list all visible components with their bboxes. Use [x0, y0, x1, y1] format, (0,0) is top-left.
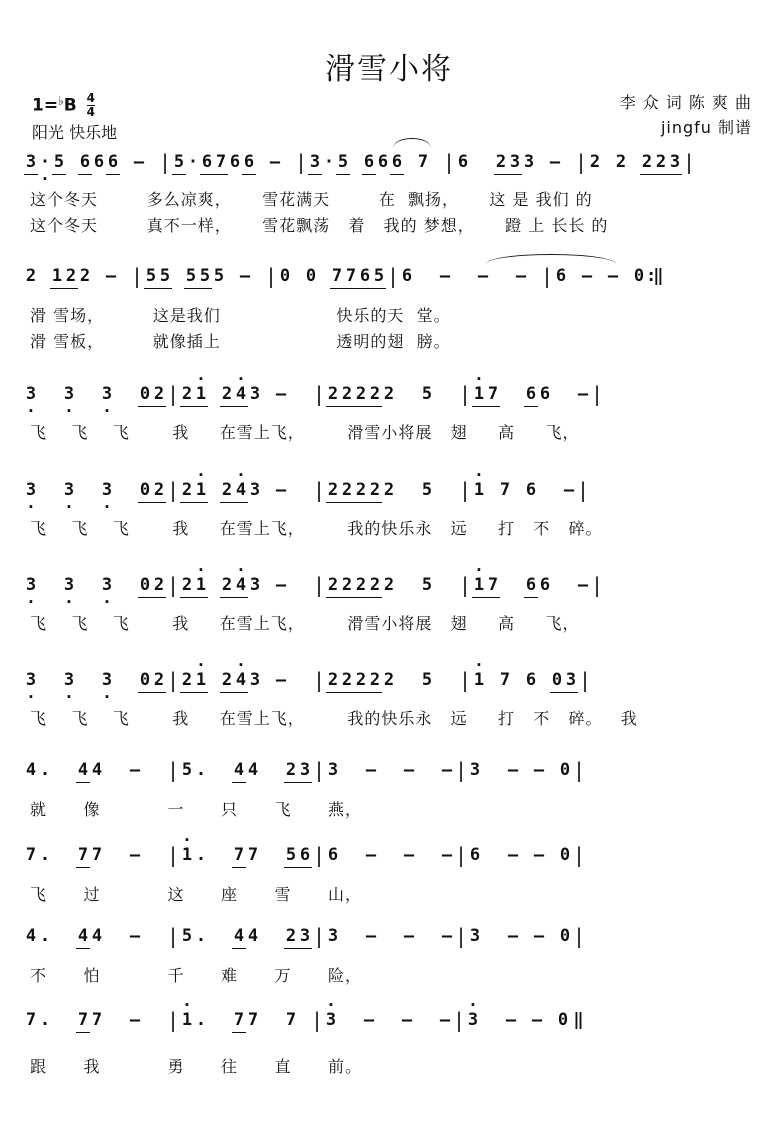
credits-arranger: jingfu 制谱	[660, 118, 752, 137]
lyric-line-1a: 这个冬天 多么凉爽， 雪花满天 在 飘扬， 这 是 我们 的	[30, 190, 593, 209]
key-note: B	[63, 95, 77, 116]
credits	[620, 90, 752, 140]
notation-line-10: 7 . 7 7 – | · 1 . 7 7 7 | · 3 – – – | · 3 – – 0 ‖	[24, 1000, 754, 1040]
credits-composer: 李 众 词 陈 爽 曲	[619, 93, 752, 112]
lyric-line-5: 飞 飞 飞 我 在雪上飞， 滑雪小将展 翅 高 飞，	[30, 614, 580, 633]
tie-slur	[393, 138, 431, 148]
time-signature	[87, 92, 95, 119]
lyric-line-7: 就 像 一 只 飞 燕，	[30, 800, 363, 819]
lyric-line-3: 飞 飞 飞 我 在雪上飞， 滑雪小将展 翅 高 飞，	[30, 423, 580, 442]
notation-line-4: · 3 · 3 · 3 0 2 | 2 · 1 2 · 4 3 – | 2 2 2 2 2 5 | · 1 7 6 – |	[24, 470, 754, 510]
notation-line-8: 7 . 7 7 – | · 1 . 7 7 5 6 | 6 – – – | 6 – – 0 |	[24, 835, 754, 875]
key-signature	[32, 92, 95, 119]
lyric-line-6: 飞 飞 飞 我 在雪上飞， 我的快乐永 远 打 不 碎。 我	[30, 709, 638, 728]
flat-sign: ♭	[58, 93, 64, 108]
time-top: 4	[86, 91, 95, 105]
notation-line-9: 4 . 4 4 – | 5 . 4 4 2 3 | 3 – – – | 3 – – 0 |	[25, 924, 586, 948]
tempo-marking: 阳光 快乐地	[32, 123, 118, 142]
notation-line-5: · 3 · 3 · 3 0 2 | 2 · 1 2 · 4 3 – | 2 2 2 2 2 5 | · 1 7 6 6 – |	[24, 565, 754, 605]
notation-line-1: 3 · · 5 6 6 6 – | 5 · 6 7 6 6 – | 3 · 5 6 6 6 7 | 6 2 3 3 – | 2 2 2 2 3 |	[24, 142, 754, 182]
lyric-line-2a: 滑 雪场， 这是我们 快乐的天 堂。	[30, 306, 451, 325]
lyric-line-8: 飞 过 这 座 雪 山，	[30, 885, 363, 904]
notation-line-7: 4 . 4 4 – | 5 . 4 4 2 3 | 3 – – – | 3 – – 0 |	[25, 758, 586, 782]
notation-line-3: · 3 · 3 · 3 0 2 | 2 · 1 2 · 4 3 – | 2 2 2 2 2 5 | · 1 7 6 6 – |	[24, 374, 754, 414]
lyric-line-4: 飞 飞 飞 我 在雪上飞， 我的快乐永 远 打 不 碎。	[30, 519, 603, 538]
key-prefix: 1=	[32, 95, 59, 116]
lyric-line-1b: 这个冬天 真不一样， 雪花飘荡 着 我的 梦想， 蹬 上 长长 的	[30, 216, 609, 235]
notation-line-2: 2 1 2 2 – | 5 5 5 5 5 – | 0 0 7 7 6 5 | 6 – – – | 6 – – 0 :‖	[25, 264, 661, 288]
lyric-line-2b: 滑 雪板， 就像插上 透明的翅 膀。	[30, 332, 451, 351]
time-bottom: 4	[86, 105, 95, 119]
lyric-line-10: 跟 我 勇 往 直 前。	[30, 1057, 363, 1076]
notation-line-6: · 3 · 3 · 3 0 2 | 2 · 1 2 · 4 3 – | 2 2 2 2 2 5 | · 1 7 6 0 3 |	[24, 660, 754, 700]
lyric-line-9: 不 怕 千 难 万 险，	[30, 966, 363, 985]
song-title: 滑雪小将	[325, 52, 453, 87]
